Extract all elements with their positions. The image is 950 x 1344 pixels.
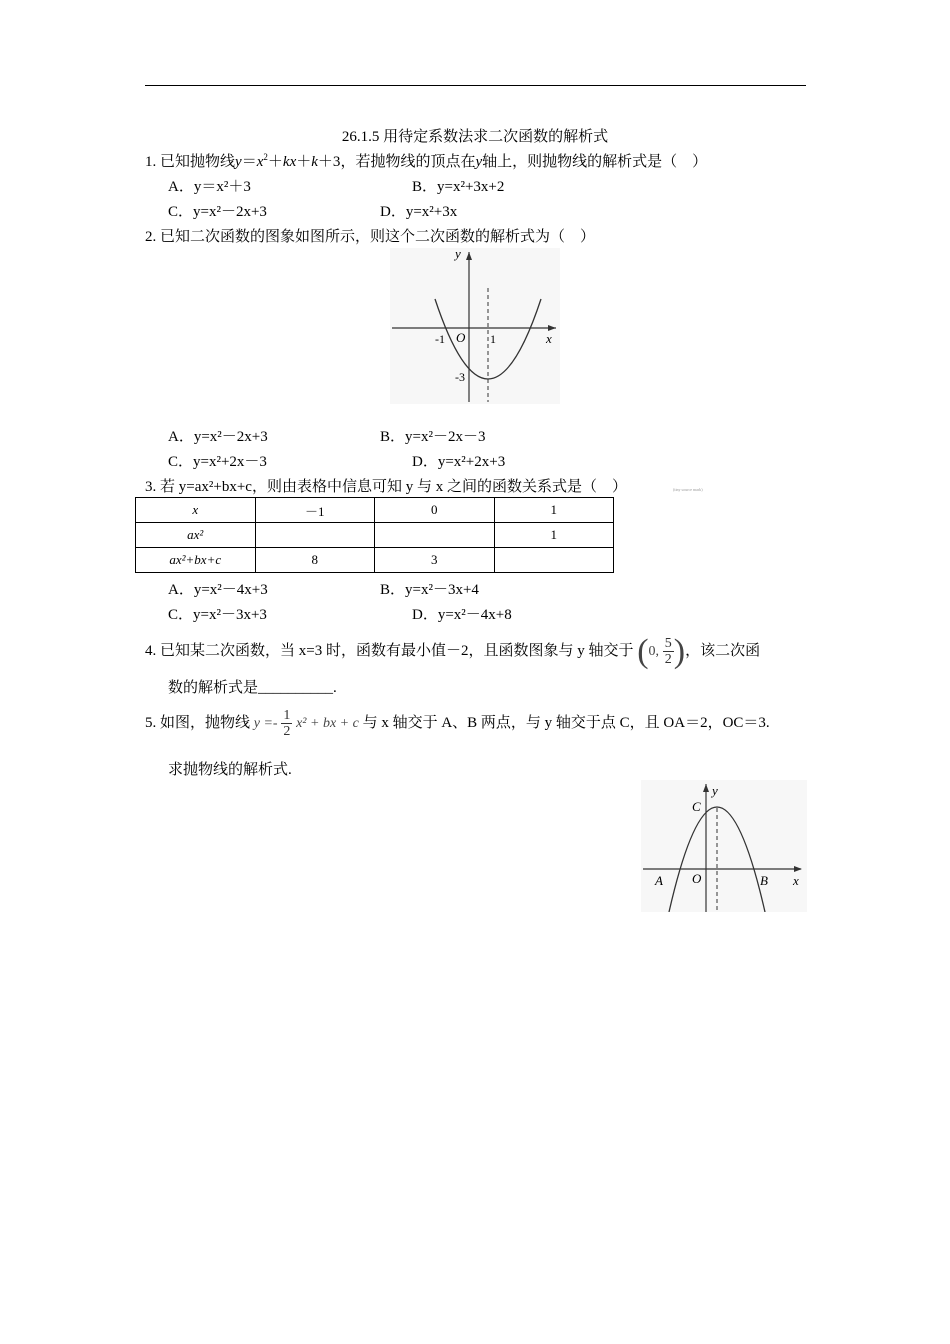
- q1-option-a[interactable]: A．y＝x²＋3: [168, 179, 251, 195]
- question-2: 2. 已知二次函数的图象如图所示，则这个二次函数的解析式为（ ）: [145, 229, 596, 245]
- table-row: [136, 523, 614, 548]
- q3-option-d[interactable]: D．y=x²－4x+8: [412, 607, 512, 623]
- q5-graph: [641, 780, 807, 912]
- q4-left-paren: (: [637, 632, 649, 670]
- q2-label-one: 1: [490, 332, 496, 346]
- question-5: [145, 706, 770, 741]
- q5-label-y: y: [712, 783, 718, 798]
- q1-option-d[interactable]: D．y=x²+3x: [380, 204, 458, 220]
- q1-eq-plus-3: ＋3: [317, 154, 341, 170]
- q1-eq-equals: ＝: [241, 154, 257, 170]
- q1-eq-k1: k: [282, 154, 290, 170]
- q4-frac-den: 2: [664, 652, 672, 668]
- q5-suffix: 与 x 轴交于 A、B 两点，与 y 轴交于点 C，且 OA＝2，OC＝3.: [362, 715, 770, 731]
- q2-graph-background: [390, 248, 560, 404]
- table-cell: [494, 548, 614, 573]
- q2-option-a[interactable]: A．y=x²－2x+3: [168, 429, 268, 445]
- question-1: [145, 152, 707, 172]
- q5-eq-lhs: y =-: [253, 716, 278, 731]
- q4-prefix: 4. 已知某二次函数，当 x=3 时，函数有最小值－2，且函数图象与 y 轴交于: [145, 643, 634, 659]
- q1-eq-plus-1: ＋: [267, 154, 283, 170]
- q5-eq-rhs: x² + bx + c: [296, 716, 359, 731]
- q5-fraction: [281, 708, 292, 739]
- q5-instruction: 求抛物线的解析式.: [168, 762, 292, 778]
- q1-option-c[interactable]: C．y=x²－2x+3: [168, 204, 267, 220]
- q2-label-x: x: [546, 331, 552, 346]
- q2-label-neg3: -3: [455, 370, 465, 384]
- q3-option-b[interactable]: B．y=x²－3x+4: [380, 582, 479, 598]
- table-cell: 8: [255, 548, 375, 573]
- table-cell: ax²: [136, 523, 256, 548]
- table-cell: 0: [375, 498, 495, 523]
- header-rule: [145, 85, 806, 86]
- q5-label-origin: O: [692, 871, 702, 886]
- question-4: [145, 634, 760, 669]
- q5-graph-background: [641, 780, 807, 912]
- q1-eq-k2: k: [311, 154, 318, 170]
- q4-frac-num: 5: [664, 636, 672, 652]
- q1-suffix: 轴上，则抛物线的解析式是（ ）: [482, 154, 708, 170]
- table-cell: [255, 523, 375, 548]
- table-cell: ax²+bx+c: [136, 548, 256, 573]
- q1-middle: ，若抛物线的顶点在: [340, 154, 476, 170]
- q1-eq-x: x: [256, 154, 264, 170]
- q3-option-c[interactable]: C．y=x²－3x+3: [168, 607, 267, 623]
- q4-answer-line: 数的解析式是__________.: [168, 680, 337, 696]
- table-cell: －1: [255, 498, 375, 523]
- question-3: 3. 若 y=ax²+bx+c，则由表格中信息可知 y 与 x 之间的函数关系式是（ ）: [145, 479, 627, 495]
- q1-eq-x2: x: [289, 154, 297, 170]
- table-row: [136, 548, 614, 573]
- q2-label-origin: O: [456, 330, 466, 345]
- q2-label-y: y: [455, 248, 461, 261]
- q1-axis: y: [475, 154, 483, 170]
- table-cell: 1: [494, 498, 614, 523]
- q2-label-neg1: -1: [435, 332, 445, 346]
- q4-right-paren: ): [673, 632, 686, 670]
- q5-frac-num: 1: [283, 708, 291, 724]
- table-cell: 1: [494, 523, 614, 548]
- q3-table: [135, 497, 614, 573]
- table-row: [136, 498, 614, 523]
- q5-prefix: 5. 如图，抛物线: [145, 715, 251, 731]
- q1-eq-exponent: 2: [263, 152, 268, 162]
- q5-label-b: B: [760, 873, 768, 888]
- q1-prefix: 1. 已知抛物线: [145, 154, 236, 170]
- q4-suffix: ，该二次函: [685, 643, 761, 659]
- q5-label-x: x: [793, 873, 799, 888]
- table-cell: [375, 523, 495, 548]
- q3-option-a[interactable]: A．y=x²－4x+3: [168, 582, 268, 598]
- q1-eq-y: y: [235, 154, 242, 170]
- table-cell: x: [136, 498, 256, 523]
- q1-eq-plus-2: ＋: [296, 154, 312, 170]
- source-watermark: (tiny source mark): [673, 487, 703, 492]
- page-title: 26.1.5 用待定系数法求二次函数的解析式: [341, 129, 609, 145]
- q4-fraction: [663, 636, 674, 667]
- q1-option-b[interactable]: B．y=x²+3x+2: [412, 179, 505, 195]
- q2-option-c[interactable]: C．y=x²+2x－3: [168, 454, 267, 470]
- q5-label-a: A: [655, 873, 663, 888]
- q2-option-d[interactable]: D．y=x²+2x+3: [412, 454, 506, 470]
- q2-option-b[interactable]: B．y=x²－2x－3: [380, 429, 486, 445]
- q2-graph: [390, 248, 560, 404]
- q4-point-x: 0,: [648, 644, 660, 659]
- table-cell: 3: [375, 548, 495, 573]
- q5-label-c: C: [692, 799, 701, 814]
- q5-frac-den: 2: [283, 724, 291, 740]
